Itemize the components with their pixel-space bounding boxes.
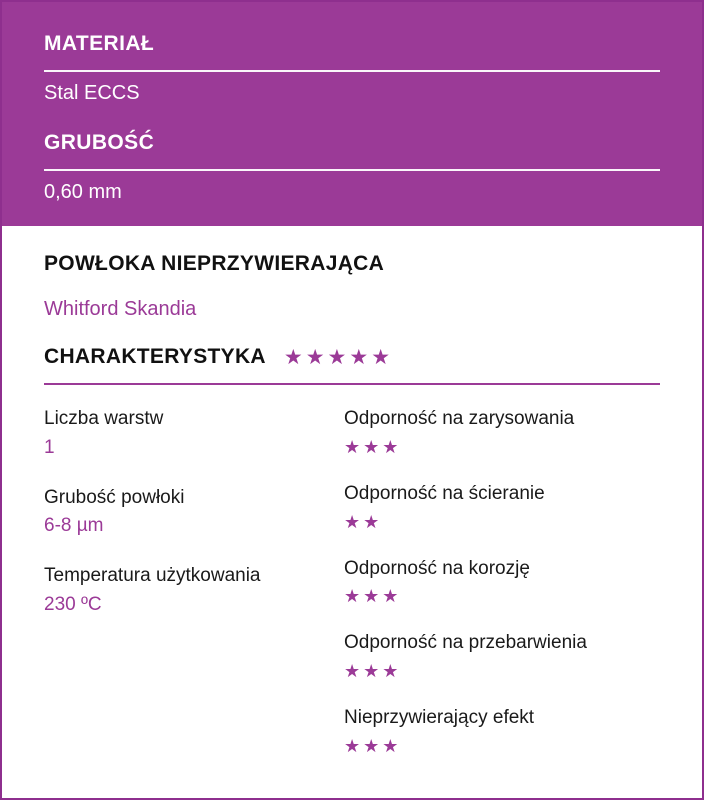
rating-item xyxy=(344,407,660,456)
material-divider xyxy=(44,70,660,72)
rating-stars-icon: ★★★ xyxy=(344,436,402,457)
rating-item xyxy=(344,482,660,531)
spec-columns xyxy=(44,407,660,781)
characteristics-stars-icon: ★★★★★ xyxy=(283,345,394,369)
rating-stars-icon: ★★★ xyxy=(344,586,402,607)
characteristics-divider xyxy=(44,383,660,385)
properties-column xyxy=(44,407,344,781)
property-value: 6-8 µm xyxy=(44,515,104,537)
thickness-label: GRUBOŚĆ xyxy=(44,131,155,154)
rating-name: Nieprzywierający efekt xyxy=(344,707,535,728)
characteristics-row xyxy=(44,345,660,369)
material-header-block xyxy=(2,2,702,226)
rating-item xyxy=(344,631,660,680)
rating-name: Odporność na zarysowania xyxy=(344,408,575,429)
property-value: 230 ºC xyxy=(44,593,102,615)
property-item xyxy=(44,407,344,460)
rating-item xyxy=(344,706,660,755)
property-name: Temperatura użytkowania xyxy=(44,565,261,587)
rating-stars-icon: ★★★ xyxy=(344,661,402,681)
coating-details-block xyxy=(2,226,702,781)
property-name: Grubość powłoki xyxy=(44,486,185,508)
rating-name: Odporność na korozję xyxy=(344,557,530,579)
material-label: MATERIAŁ xyxy=(44,32,155,55)
rating-stars-icon: ★★★ xyxy=(344,735,402,756)
rating-stars-icon: ★★ xyxy=(344,511,383,532)
coating-title: POWŁOKA NIEPRZYWIERAJĄCA xyxy=(44,252,385,275)
rating-name: Odporność na przebarwienia xyxy=(344,632,587,654)
property-item xyxy=(44,564,344,617)
coating-brand: Whitford Skandia xyxy=(44,298,197,320)
characteristics-label: CHARAKTERYSTYKA xyxy=(44,345,266,368)
thickness-divider xyxy=(44,169,660,171)
property-item xyxy=(44,486,344,539)
thickness-value: 0,60 mm xyxy=(44,181,122,203)
rating-item xyxy=(344,557,660,606)
property-name: Liczba warstw xyxy=(44,408,164,429)
ratings-column xyxy=(344,407,660,781)
property-value: 1 xyxy=(44,436,55,458)
rating-name: Odporność na ścieranie xyxy=(344,482,545,504)
material-value: Stal ECCS xyxy=(44,82,140,104)
